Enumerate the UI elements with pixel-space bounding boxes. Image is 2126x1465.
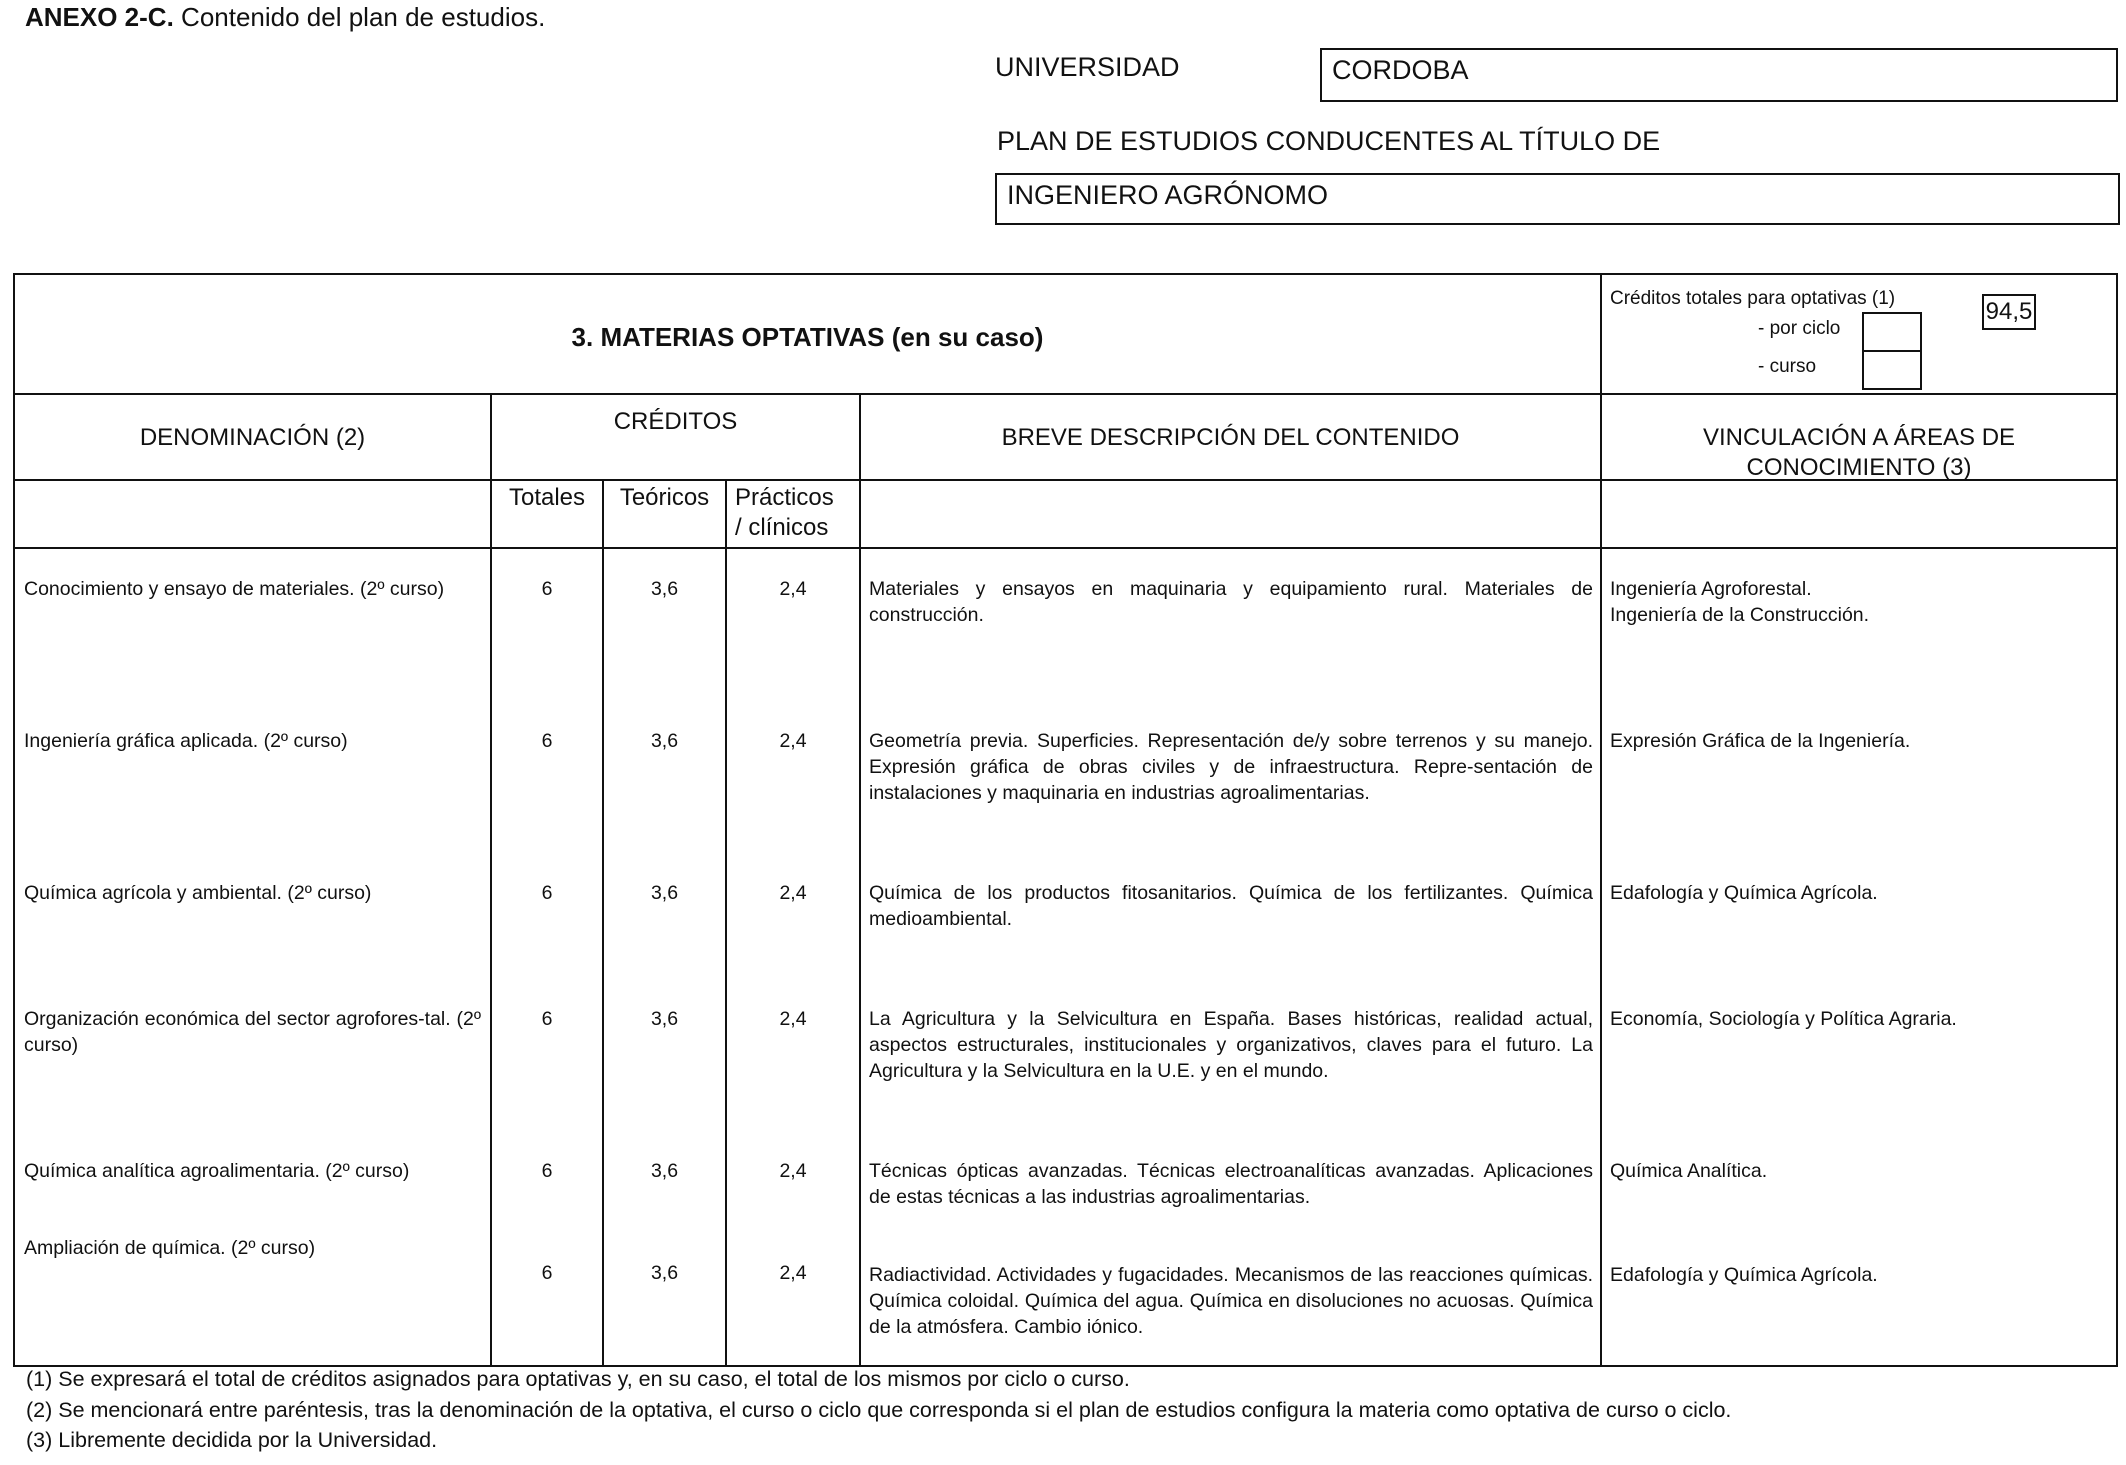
header-credits: CRÉDITOS xyxy=(613,408,738,435)
row-6-description: Radiactividad. Actividades y fugacidades. Mecanismos de las reacciones químicas. Química coloidal. Química del agua. Química en disoluciones no acuosas. Química de la atmósfera. Cambio iónico. xyxy=(869,1264,1593,1338)
plan-label: PLAN DE ESTUDIOS CONDUCENTES AL TÍTULO DE xyxy=(997,126,1661,156)
row-5-practice: 2,4 xyxy=(779,1160,807,1182)
university-field: CORDOBA xyxy=(1320,48,2118,102)
row-3-theory: 3,6 xyxy=(650,882,679,904)
degree-field: INGENIERO AGRÓNOMO xyxy=(995,173,2120,225)
row-4-description: La Agricultura y la Selvicultura en España. Bases históricas, realidad actual, aspectos estructurales, institucionales y organizativos, claves para el futuro. La Agricultura y la Selvicultura en la U.E. y en el mundo. xyxy=(869,1008,1593,1082)
row-1-totals: 6 xyxy=(541,578,553,600)
row-4-areas: Economía, Sociología y Política Agraria. xyxy=(1610,1008,1957,1030)
row-2-totals: 6 xyxy=(541,730,553,752)
row-1-name: Conocimiento y ensayo de materiales. (2º curso) xyxy=(24,578,445,600)
header-totals: Totales xyxy=(508,484,586,511)
row-6-name: Ampliación de química. (2º curso) xyxy=(24,1237,316,1259)
row-4-practice: 2,4 xyxy=(779,1008,807,1030)
row-3-areas: Edafología y Química Agrícola. xyxy=(1610,882,1878,904)
annex-title xyxy=(25,2,545,33)
row-6-practice: 2,4 xyxy=(779,1262,807,1284)
row-3-practice: 2,4 xyxy=(779,882,807,904)
row-6-totals: 6 xyxy=(541,1262,553,1284)
row-1-description: Materiales y ensayos en maquinaria y equipamiento rural. Materiales de construcción. xyxy=(869,578,1593,626)
row-2-theory: 3,6 xyxy=(650,730,679,752)
cycle-course-boxes xyxy=(1862,312,1922,390)
row-4-name: Organización económica del sector agrofores-tal. (2º curso) xyxy=(24,1008,481,1056)
row-4-totals: 6 xyxy=(541,1008,553,1030)
header-areas-line1: VINCULACIÓN A ÁREAS DE xyxy=(1702,424,2016,451)
credits-total-label: Créditos totales para optativas (1) xyxy=(1610,288,1896,309)
university-label: UNIVERSIDAD xyxy=(995,52,1180,82)
footnote-1: (1) Se expresará el total de créditos asignados para optativas y, en su caso, el total de los mismos por ciclo o curso. xyxy=(26,1367,1130,1391)
per-cycle-label: - por ciclo xyxy=(1758,318,1841,339)
row-5-theory: 3,6 xyxy=(650,1160,679,1182)
course-label: - curso xyxy=(1758,356,1817,377)
row-2-areas: Expresión Gráfica de la Ingeniería. xyxy=(1610,730,1911,752)
row-5-totals: 6 xyxy=(541,1160,553,1182)
row-5-description: Técnicas ópticas avanzadas. Técnicas electroanalíticas avanzadas. Aplicaciones de estas técnicas a las industrias agroalimentarias. xyxy=(869,1160,1593,1208)
row-6-theory: 3,6 xyxy=(650,1262,679,1284)
row-2-description: Geometría previa. Superficies. Representación de/y sobre terrenos y su manejo. Expresión gráfica de obras civiles y de infraestructura. Repre-sentación de instalaciones y maquinaria en industrias agroalimentarias. xyxy=(869,730,1593,804)
row-4-theory: 3,6 xyxy=(650,1008,679,1030)
header-denomination: DENOMINACIÓN (2) xyxy=(139,424,366,451)
row-5-name: Química analítica agroalimentaria. (2º curso) xyxy=(24,1160,410,1182)
row-5-areas: Química Analítica. xyxy=(1610,1160,1768,1182)
header-practice-line1: Prácticos xyxy=(735,484,834,511)
header-practice xyxy=(727,484,867,542)
table-title: 3. MATERIAS OPTATIVAS (en su caso) xyxy=(571,322,1044,352)
header-areas-line2: CONOCIMIENTO (3) xyxy=(1746,454,1972,481)
footnote-2: (2) Se mencionará entre paréntesis, tras la denominación de la optativa, el curso o ciclo que corresponda si el plan de estudios configura la materia como optativa de curso o ciclo. xyxy=(26,1398,1732,1422)
credits-total-value: 94,5 xyxy=(1982,294,2036,330)
annex-title-bold: ANEXO 2-C. xyxy=(25,2,174,32)
row-3-description: Química de los productos fitosanitarios. Química de los fertilizantes. Química medioambiental. xyxy=(869,882,1593,930)
row-1-theory: 3,6 xyxy=(650,578,679,600)
row-3-totals: 6 xyxy=(541,882,553,904)
header-theory: Teóricos xyxy=(619,484,710,511)
header-description: BREVE DESCRIPCIÓN DEL CONTENIDO xyxy=(1001,424,1460,451)
row-1-areas: Ingeniería Agroforestal. Ingeniería de la Construcción. xyxy=(1610,578,1870,626)
row-2-name: Ingeniería gráfica aplicada. (2º curso) xyxy=(24,730,348,752)
header-areas xyxy=(1602,424,2116,482)
row-6-areas: Edafología y Química Agrícola. xyxy=(1610,1264,1878,1286)
row-3-name: Química agrícola y ambiental. (2º curso) xyxy=(24,882,372,904)
annex-title-rest: Contenido del plan de estudios. xyxy=(173,2,546,32)
row-1-practice: 2,4 xyxy=(779,578,807,600)
header-practice-line2: / clínicos xyxy=(735,514,829,541)
row-2-practice: 2,4 xyxy=(779,730,807,752)
footnote-3: (3) Libremente decidida por la Universidad. xyxy=(26,1428,438,1452)
